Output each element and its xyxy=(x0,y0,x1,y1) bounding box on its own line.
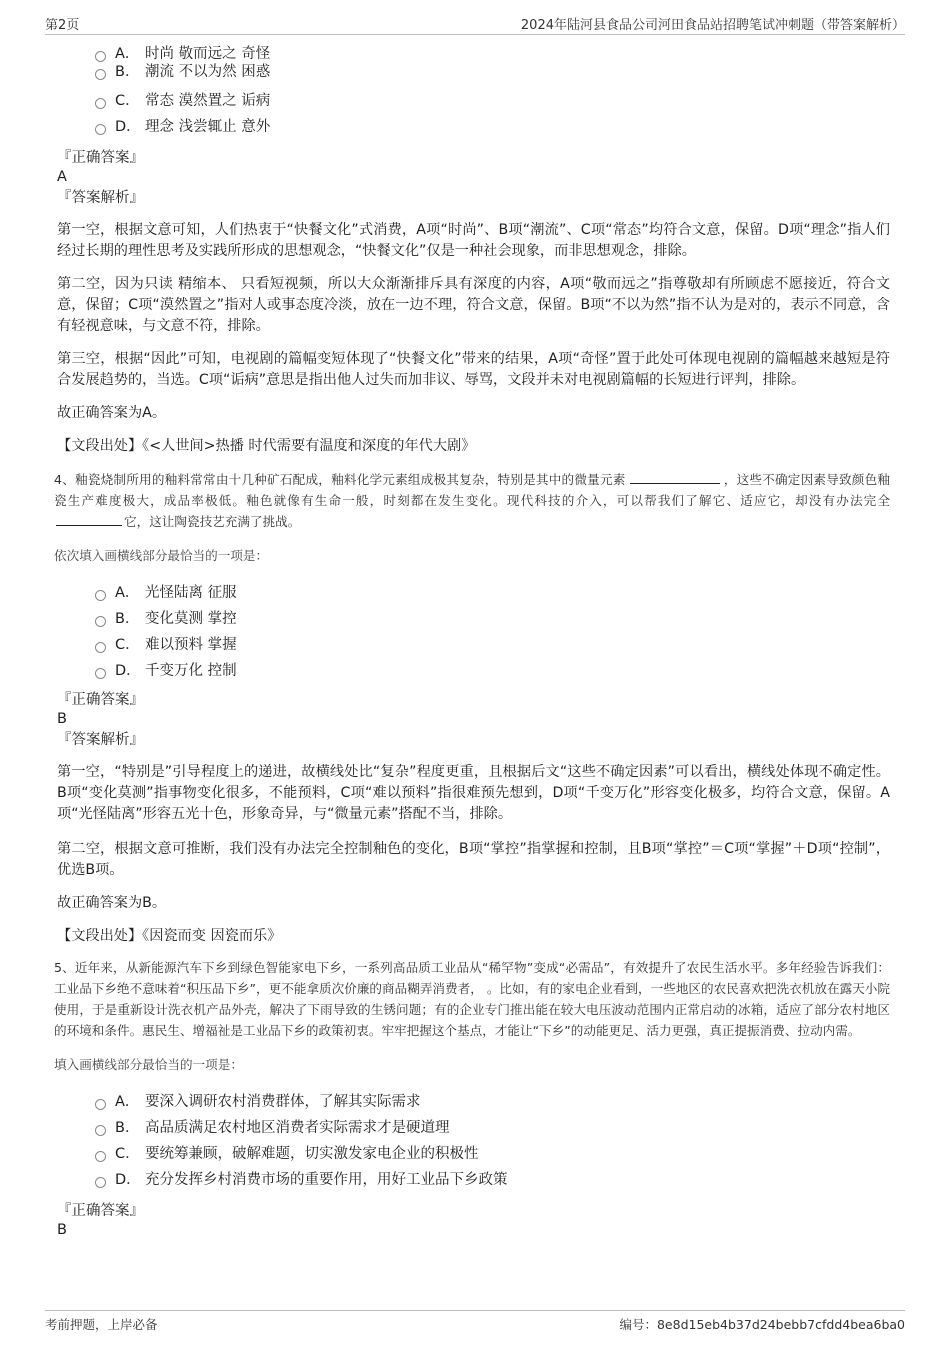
q5-option-b[interactable] xyxy=(95,1118,890,1144)
page-content xyxy=(54,44,891,1240)
option-letter: A． xyxy=(115,585,140,601)
q5-option-a[interactable] xyxy=(95,1092,890,1118)
option-letter: C． xyxy=(115,1146,140,1162)
source-citation: 【文段出处】《<人世间>热播 时代需要有温度和深度的年代大剧》 xyxy=(57,438,476,454)
q5-option-d[interactable] xyxy=(95,1170,890,1196)
option-text: 要深入调研农村消费群体，了解其实际需求 xyxy=(145,1094,421,1110)
fill-blank xyxy=(56,511,122,526)
option-text: 难以预料 掌握 xyxy=(145,637,237,653)
footer-slogan: 考前押题，上岸必备 xyxy=(45,1317,158,1332)
q3-option-d[interactable] xyxy=(95,117,890,143)
option-letter: A． xyxy=(115,46,140,62)
option-letter: C． xyxy=(115,93,140,109)
option-text: 要统筹兼顾，破解难题，切实激发家电企业的积极性 xyxy=(145,1146,479,1162)
fill-blank xyxy=(630,469,720,484)
option-letter: D． xyxy=(115,119,141,135)
option-text: 千变万化 控制 xyxy=(145,663,237,679)
document-id: 编号：8e8d15eb4b37d24bebb7cfdd4bea6ba0 xyxy=(619,1317,905,1332)
option-text: 时尚 敬而远之 奇怪 xyxy=(145,46,271,62)
document-title: 2024年陆河县食品公司河田食品站招聘笔试冲刺题（带答案解析） xyxy=(520,18,905,33)
analysis-paragraph: 第二空，根据文意可推断，我们没有办法完全控制釉色的变化，B项“掌控”指掌握和控制，且B项“掌控”＝C项“掌握”＋D项“控制”，优选B项。 xyxy=(57,841,890,878)
analysis-paragraph: 第二空，因为只读 精缩本、 只看短视频，所以大众渐渐排斥具有深度的内容，A项“敬而远之”指尊敬却有所顾虑不愿接近，符合文意，保留；C项“漠然置之”指对人或事态度冷淡，放在一边不理，符合文意，保留。B项“不以为然”指不认为是对的，表示不同意，含有轻视意味，与文意不符，排除。 xyxy=(57,276,890,334)
answer-value: A xyxy=(57,169,67,185)
option-letter: B． xyxy=(115,64,140,80)
q4-option-c[interactable] xyxy=(95,635,890,661)
option-letter: B． xyxy=(115,611,140,627)
option-text: 高品质满足农村地区消费者实际需求才是硬道理 xyxy=(145,1120,450,1136)
analysis-label: 『答案解析』 xyxy=(57,190,144,206)
radio-button-icon[interactable] xyxy=(95,1151,106,1162)
radio-button-icon[interactable] xyxy=(95,69,106,80)
q3-option-b[interactable] xyxy=(95,62,890,91)
option-text: 理念 浅尝辄止 意外 xyxy=(145,119,271,135)
answer-conclusion: 故正确答案为B。 xyxy=(57,895,167,911)
stem-text: ，这些不确定因素导致颜色釉瓷生产难度极大，成品率极低。釉色就像有生命一般，时刻都在发生变化。现代科技的介入，可以帮我们了解它、适应它，却没有办法完全 xyxy=(54,472,891,508)
q5-option-c[interactable] xyxy=(95,1144,890,1170)
question-prompt: 依次填入画横线部分最恰当的一项是： xyxy=(54,548,269,563)
option-letter: B． xyxy=(115,1120,140,1136)
q5-options xyxy=(95,1092,890,1196)
q4-option-d[interactable] xyxy=(95,661,890,687)
stem-text: 4、釉瓷烧制所用的釉料常常由十几种矿石配成，釉料化学元素组成极其复杂，特别是其中的微量元素 xyxy=(54,472,626,487)
source-citation: 【文段出处】《因瓷而变 因瓷而乐》 xyxy=(57,928,282,944)
option-text: 光怪陆离 征服 xyxy=(145,585,237,601)
answer-label: 『正确答案』 xyxy=(57,1203,144,1219)
analysis-label: 『答案解析』 xyxy=(57,732,144,748)
answer-label: 『正确答案』 xyxy=(57,692,144,708)
q3-option-c[interactable] xyxy=(95,91,890,117)
answer-value: B xyxy=(57,711,67,727)
radio-button-icon[interactable] xyxy=(95,98,106,109)
answer-value: B xyxy=(57,1222,67,1238)
stem-text: 它，这让陶瓷技艺充满了挑战。 xyxy=(124,514,301,529)
question-stem xyxy=(54,469,890,532)
radio-button-icon[interactable] xyxy=(95,1177,106,1188)
page-number: 第2页 xyxy=(45,18,80,33)
answer-label: 『正确答案』 xyxy=(57,150,144,166)
option-text: 充分发挥乡村消费市场的重要作用，用好工业品下乡政策 xyxy=(145,1172,508,1188)
radio-button-icon[interactable] xyxy=(95,124,106,135)
q3-options xyxy=(95,44,890,143)
answer-conclusion: 故正确答案为A。 xyxy=(57,405,167,421)
option-text: 常态 漠然置之 诟病 xyxy=(145,93,271,109)
radio-button-icon[interactable] xyxy=(95,1099,106,1110)
radio-button-icon[interactable] xyxy=(95,616,106,627)
option-text: 潮流 不以为然 困惑 xyxy=(145,64,271,80)
page-footer xyxy=(45,1310,905,1337)
q4-option-b[interactable] xyxy=(95,609,890,635)
radio-button-icon[interactable] xyxy=(95,51,106,62)
radio-button-icon[interactable] xyxy=(95,1125,106,1136)
analysis-paragraph: 第三空，根据“因此”可知，电视剧的篇幅变短体现了“快餐文化”带来的结果，A项“奇怪”置于此处可体现电视剧的篇幅越来越短是符合发展趋势的，当选。C项“诟病”意思是指出他人过失而加非议、辱骂，文段并未对电视剧篇幅的长短进行评判，排除。 xyxy=(57,351,890,388)
radio-button-icon[interactable] xyxy=(95,642,106,653)
option-letter: C． xyxy=(115,637,140,653)
q4-options xyxy=(95,583,890,687)
radio-button-icon[interactable] xyxy=(95,668,106,679)
option-letter: A． xyxy=(115,1094,140,1110)
option-letter: D． xyxy=(115,1172,141,1188)
question-stem: 5、近年来，从新能源汽车下乡到绿色智能家电下乡，一系列高品质工业品从“稀罕物”变成“必需品”，有效提升了农民生活水平。多年经验告诉我们：工业品下乡绝不意味着“积压品下乡”，更不能拿质次价廉的商品糊弄消费者， 。比如，有的家电企业看到，一些地区的农民喜欢把洗衣机放在露天小院使用，于是重新设计洗衣机产品外壳，解决了下雨导致的生锈问题；有的企业专门推出能在较大电压波动范围内正常启动的冰箱，适应了部分农村地区的环境和条件。惠民生、增福祉是工业品下乡的政策初衷。牢牢把握这个基点，才能让“下乡”的动能更足、活力更强，真正提振消费、拉动内需。 xyxy=(54,960,890,1038)
analysis-paragraph: 第一空，根据文意可知，人们热衷于“快餐文化”式消费，A项“时尚”、B项“潮流”、C项“常态”均符合文意，保留。D项“理念”指人们经过长期的理性思考及实践所形成的思想观念，“快餐文化”仅是一种社会现象，而非思想观念，排除。 xyxy=(57,222,890,259)
page-header xyxy=(45,14,905,35)
question-prompt: 填入画横线部分最恰当的一项是： xyxy=(54,1057,243,1072)
q4-option-a[interactable] xyxy=(95,583,890,609)
option-text: 变化莫测 掌控 xyxy=(145,611,237,627)
analysis-paragraph: 第一空，“特别是”引导程度上的递进，故横线处比“复杂”程度更重，且根据后文“这些不确定因素”可以看出，横线处体现不确定性。B项“变化莫测”指事物变化很多，不能预料，C项“难以预料”指很难预先想到，D项“千变万化”形容变化极多，均符合文意，保留。A项“光怪陆离”形容五光十色，形象奇异，与“微量元素”搭配不当，排除。 xyxy=(57,764,890,822)
option-letter: D． xyxy=(115,663,141,679)
radio-button-icon[interactable] xyxy=(95,590,106,601)
